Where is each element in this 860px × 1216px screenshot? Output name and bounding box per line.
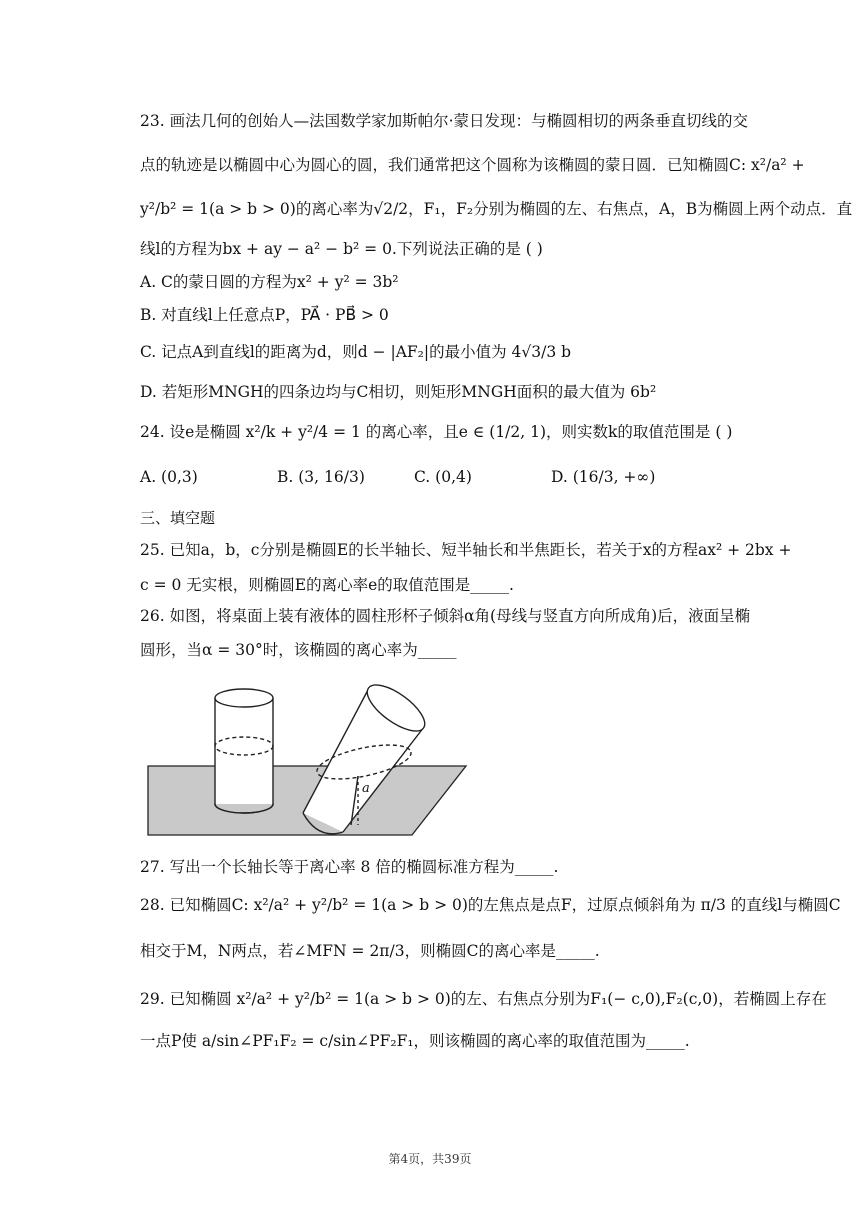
- q24-option-c: C. (0,4): [414, 468, 472, 486]
- tilted-cups-figure: [140, 680, 470, 840]
- q23-line4: 线l的方程为bx + ay − a² − b² = 0.下列说法正确的是 ( ): [140, 240, 543, 258]
- table-plane: [148, 766, 466, 835]
- q23-option-a: A. C的蒙日圆的方程为x² + y² = 3b²: [140, 273, 399, 291]
- q26-line1: 26. 如图，将桌面上装有液体的圆柱形杯子倾斜α角(母线与竖直方向所成角)后，液面呈椭: [140, 607, 751, 625]
- q28-line1: 28. 已知椭圆C: x²/a² + y²/b² = 1(a > b > 0)的左焦点是点F，过原点倾斜角为 π/3 的直线l与椭圆C: [140, 896, 841, 914]
- q23-line1: 23. 画法几何的创始人—法国数学家加斯帕尔·蒙日发现：与椭圆相切的两条垂直切线的交: [140, 112, 749, 130]
- page-footer: 第4页，共39页: [388, 1152, 472, 1166]
- q28-line2: 相交于M，N两点，若∠MFN = 2π/3，则椭圆C的离心率是_____.: [140, 942, 600, 960]
- q23-option-d: D. 若矩形MNGH的四条边均与C相切，则矩形MNGH面积的最大值为 6b²: [140, 383, 657, 401]
- q26-line2: 圆形，当α = 30°时，该椭圆的离心率为_____: [140, 641, 457, 659]
- q23-option-b: B. 对直线l上任意点P，PA⃗ · PB⃗ > 0: [140, 306, 389, 324]
- q24-option-b: B. (3, 16/3): [277, 468, 365, 486]
- q25-line2: c = 0 无实根，则椭圆E的离心率e的取值范围是_____.: [140, 576, 514, 594]
- q27-line1: 27. 写出一个长轴长等于离心率 8 倍的椭圆标准方程为_____.: [140, 858, 559, 876]
- upright-cylinder: [215, 689, 273, 813]
- q23-line2: 点的轨迹是以椭圆中心为圆心的圆，我们通常把这个圆称为该椭圆的蒙日圆．已知椭圆C: x²/a² +: [140, 156, 805, 174]
- section-title: 三、填空题: [140, 509, 216, 527]
- q24-option-a: A. (0,3): [140, 468, 198, 486]
- q29-line1: 29. 已知椭圆 x²/a² + y²/b² = 1(a > b > 0)的左、右焦点分别为F₁(− c,0),F₂(c,0)，若椭圆上存在: [140, 990, 827, 1008]
- q24-option-d: D. (16/3, +∞): [551, 468, 656, 486]
- q25-line1: 25. 已知a，b，c分别是椭圆E的长半轴长、短半轴长和半焦距长，若关于x的方程ax² + 2bx +: [140, 541, 792, 559]
- q24-line1: 24. 设e是椭圆 x²/k + y²/4 = 1 的离心率，且e ∈ (1/2, 1)，则实数k的取值范围是 ( ): [140, 423, 733, 441]
- q23-option-c: C. 记点A到直线l的距离为d，则d − |AF₂|的最小值为 4√3/3 b: [140, 343, 572, 361]
- alpha-label: a: [362, 781, 370, 796]
- q29-line2: 一点P使 a/sin∠PF₁F₂ = c/sin∠PF₂F₁，则该椭圆的离心率的取值范围为_____.: [140, 1032, 690, 1050]
- q23-line3: y²/b² = 1(a > b > 0)的离心率为√2/2，F₁，F₂分别为椭圆的左、右焦点，A，B为椭圆上两个动点．直: [140, 200, 853, 218]
